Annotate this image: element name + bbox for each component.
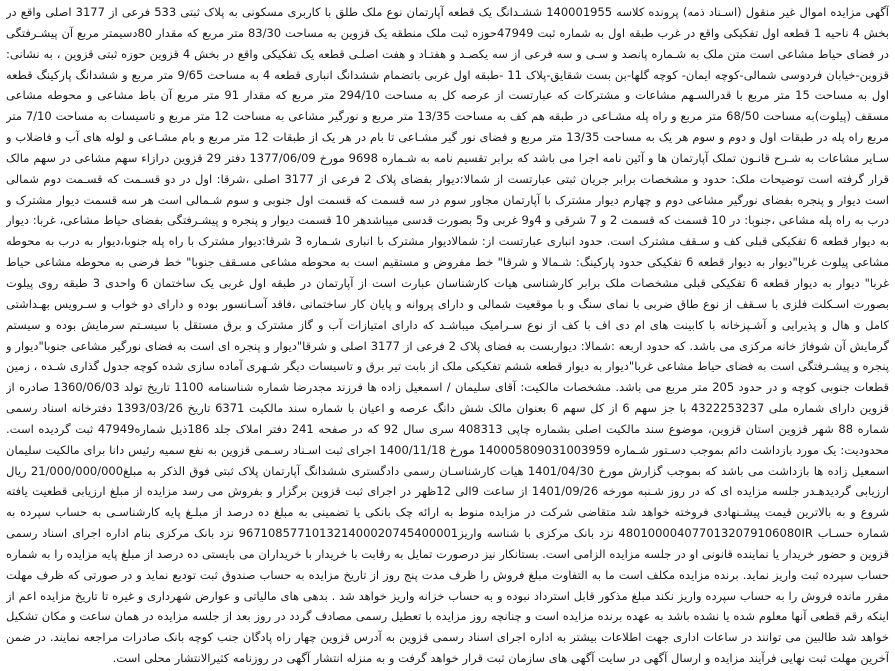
- auction-notice-text: آگهی مزایده اموال غیر منقول (اسـناد ذمه) پرونده کلاسه 140001955 ششـدانگ یک قطعه آپارتمان نوع ملک طلق با کاربری مسکونی به پلاک ثبتی 533 فرعی از 3177 اصلی واقع در بخش 4 ناحیه 1 قطعه اول تفکیکی واقع در غرب طبقه اول به شماره ثبت 47949حوزه ثبت ملک منطقه یک قزوین به مساحت 83/30 متر مربع که مقدار 80دسیمتر مربع آن پیشـرفتگی در فضای حیاط مشاعی است متن ملک به شـماره پانصد و سـی و سه فرعی از سه یکصـد و هفتـاد و هفت اصلـی قطعه یک تفکیکی واقع در بخش 4 قزوین حوزه ثبتی قزوین ، به نشانی: قزوین-خیابان فردوسی شمالی-کوچه ایمان- کوچه گلها-بن بست شقایق-پلاک 11 -طبقه اول غربی باتضمام ششدانگ انباری قطعه 4 به مساحت 9/65 متر مربع و ششدانگ پارکینگ قطعه اول به مساحت 15 متر مربع با قدرالسـهم مشاعات و مشترکات که عبارتست از عرصه کل به مساحت 294/10 متر مربع که مقدار 91 متر مربع آن باط مشاعی و محوطه مشاعی مسقف (پیلوت)به مساحت 68/50 متر مربع و راه پله مشـاعی در طبقه هم کف به مساحت 13/35 متر مربع و نورگیر مشاعی به مساحت 12 متر مربع و تاسیسات به مساحت 7/10 متر مربع راه پله در طبقات اول و دوم و سوم هر یک به مساحت 13/35 متر مربع و فضای نور گیر مشـاعی تا بام در هر یک از طبقات 12 متر مربع و بام مشـاعی و لوله های آب و فاضلاب و سـایر مشاعات به شـرح قانـون تملک آپارتمان ها و آئین نامه اجرا می باشد که برابر تقسیم نامه به شـماره 9698 مورخ 1377/06/09 دفتر 29 قزوین درازاء سهم مشاعی در سهم مالک قرار گرفته است توضیحات ملک: حدود و مشخصات برابر جریان ثبتی عبارتست از شمالا:دیوار بفضای پلاک 2 فرعی از 3177 اصلی ،شرقا: اول در دو قسـمت که قسـمت دوم شمالی است دیوار و پنجره بفضای نورگیر مشاعی دوم و چهارم دیوار مشترک با آپارتمان مجاور سوم در سه قسمت که قسمت اول جنوبی و سوم شـمالی است هر سه قسمت دیوار مشترک و درب به راه پله مشاعی ،جنوبا: در 10 قسمت که قسمت 2 و 7 شرقی و 4و9 غربی و5 بصورت قدسی میباشدهر 10 قسمت دیوار و پنجره و پیشـرفتگی بفضای حیاط مشاعی، غربا: دیوار به دیوار قطعه 6 تفکیکی قبلی کف و سـقف مشترک است. حدود انباری عبارتست از: شمالادیوار مشترک با انباری شـماره 3 شرقا:دیوار مشترک با راه پله جنوبا،دیوار به درب به محوطه مشاعی پیلوت غربا"دیوار به دیوار قطعه 6 تفکیکی حدود پارکینگ: شـمالا و شرقا" خط مفروض و مستقیم است به محوطه مشاعی مسـقف جنوبا" خط فرضی به محوطه مشاعی حیاط غربا" دیوار به دیوار قطعه 6 تفکیکی قبلی مشخصات ملک برابر کارشناسی هیات کارشناسان عبارت است از آپارتمان در طبقه اول غربی یک ساختمان 6 واحدی 3 طبقه روی پیلوت بصورت اسـکلت فلزی با سـقف از نوع طاق ضربی با نمای سنگ و با موقعیت شمالی و دارای پروانه و پایان کار ساختمانی ،فاقد آسـانسور بوده و دارای دو خواب و سـرویس بهـداشتی کامل و هال و پذیرایی و آشـپزخانه با کابینت های ام دی اف با کف از نوع سـرامیک میباشـد که دارای امتیازات آب و گاز مشترک و برق مستقل با سیسـتم سرمایش بوده و سیستم گرمایش آن شوفاژ خانه مرکزی می باشد. که حدود اربعه :شمالا: دیواربست به فضای پلاک 2 فرعی از 3177 اصلی و شرقا"دیوار و پنجره ای است به فضای نورگیر مشاعی جنوبا"دیوار و پنجره و پیشـرفتگی است به فضای حیاط مشاعی غربا"دیوار به دیوار قطعه ششم تفکیکی ملک از بابت تیر برق و تاسیسات دیگر شـهری آماده سازی شده کوچه جدول گذاری شـده ، زمین قطعات جنوبی کوچه و در حدود 205 متر مربع می باشد. مشخصات مالکیت: آقای سلیمان / اسمعیل زاده ها فرزند مجدرضا شماره شناسنامه 1100 تاریخ تولد 1360/06/03 صادره از قزوین دارای شماره ملی 4322253237 با جز سهم 6 از کل سهم 6 بعنوان مالک شش دانگ عرصه و اعیان با شماره سند مالکیت 6371 تاریخ 1393/03/26 دفترخانه اسناد رسمی شماره 88 شهر قزوین استان قزوین، موضوع سند مالکیت اصلی بشماره چاپی 408313 سری سال 92 که در صفحه 241 دفتر املاک جلد 186ذیل شماره47949 ثبت گردیده است. محدودیت: یک مورد بازداشت دائم بموجب دسـتور شـماره 140005809031003959 مورخ 1400/11/18 اجرای ثبت اسـناد رسـمی قزوین به نفع سمیه رئیس دانا برای مالکیت سلیمان اسمعیل زاده ها بازداشت می باشد که بموجب گزارش مورخ 1401/04/30 هیات کارشناسـان رسمی دادگستری ششدانگ آپارتمان پلاک ثبتی فوق الذکر به مبلغ21/000/000/000 ریال ارزیابی گردیدهـدر جلسه مزایده ای که در روز شـنبه مورخه 1401/09/26 از ساعت 9الی 12ظهر در اجرای ثبت قزوین برگزار و بفروش می رسد مزایده از مبلغ ارزیابی قطعیت یافته شروع و به بالاترین قیمت پیشـنهادی فروخته خواهد شد متقاضی شرکت در مزایده منوط به ارائه چک بانکی یا تضمینی به مبلغ ده درصد از مبلـغ پایه کارشناسـی به حساب سپرده به شماره حسـاب 4801000040770132079106080IR نزد بانک مرکزی با شناسه واریز967108577101321400020745400001 نزد بانک مرکزی بنام اداره اجرای اسناد رسمی قزوین و حضور خریدار یا نماینده قانونی او در جلسه مزایده الزامی است. بستانکار نیز درصورت تمایل به رقابت با خریدار با خریداران می بایستی ده درصد از مبلغ پایه مزایده را به شماره حساب سپرده ثبت واریز نماید. برنده مزایده مکلف است ما به التفاوت مبلغ فروش را ظرف مدت پنج روز از تاریخ مزایده به حساب صندوق ثبت تودیع نماید و در صورتی که ظرف مهلت مقرر مانده فروش را به حساب سپرده واریز نکند مبلغ مذکور قابل استرداد نبوده و به حساب خزانه واریز خواهد شد . بدهی های مالیاتی و عوارض شهرداری و غیره تا تاریخ مزایده اعم از اینکه رقم قطعی آنها معلوم شده یا نشده باشد به عهده برنده مزایده است و چنانچه روز مزایده با تعطیل رسمی مصادف گردد در روز بعد از جلسه مزایده در همان ساعت و مکان تشکیل خواهد شد طالبین می توانند در ساعات اداری جهت اطلاعات بیشتر به اداره اجرای اسناد رسمی قزوین به آدرس قزوین چهار راه پادگان جنب کوچه بانک صادرات مراجعه نمایند. در ضمن آخرین مهلت ثبت نهایی فرآیند مزایده و ارسال آگهی در سایت آگهی های سازمان ثبت قرار خواهد گرفت و به منزله انتشار آگهی در روزنامه کثیرالانتشار محلی است.: [6, 5, 889, 666]
